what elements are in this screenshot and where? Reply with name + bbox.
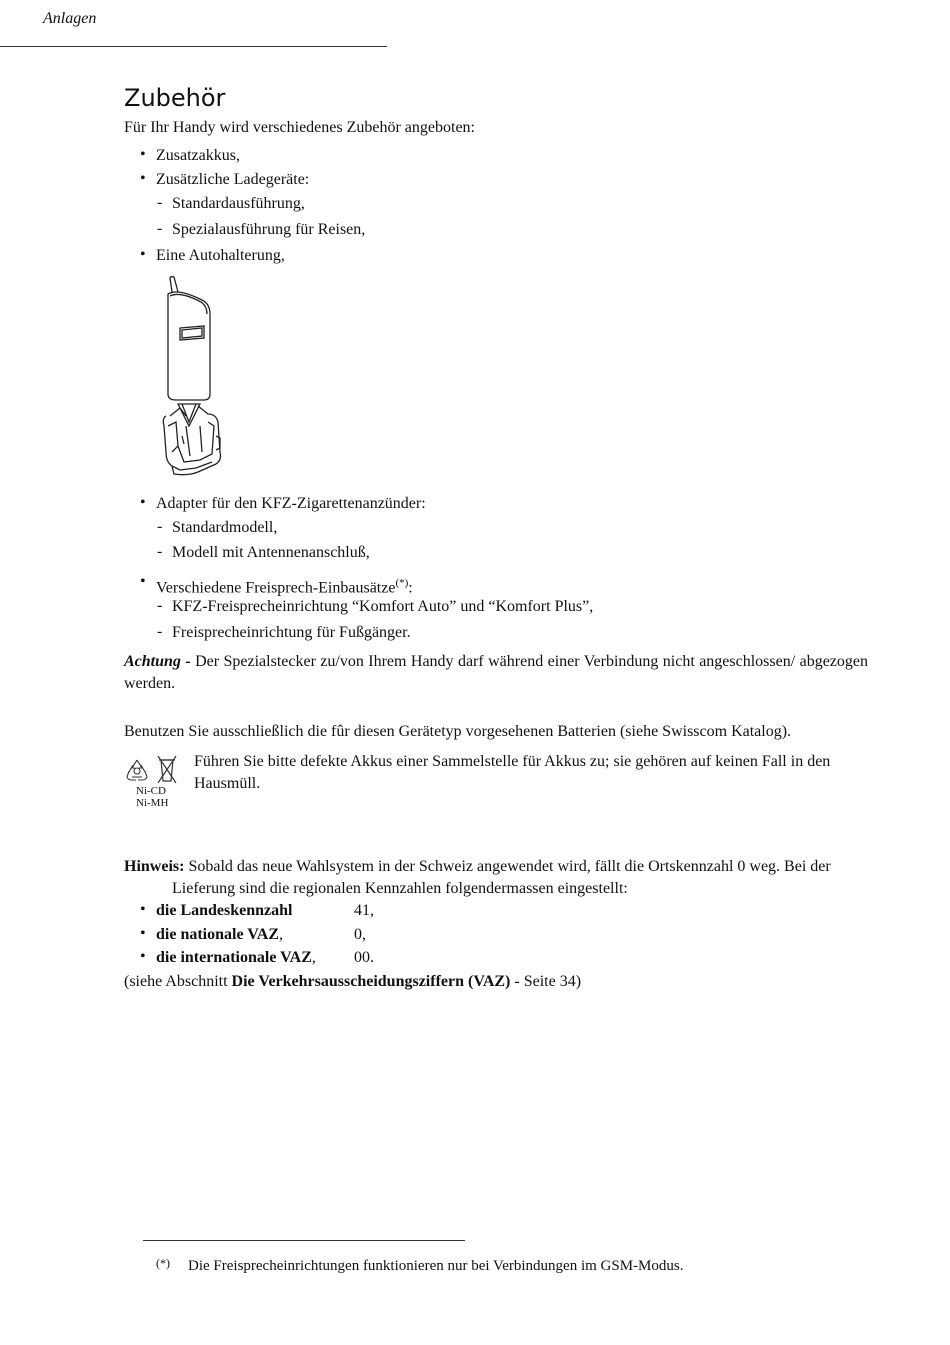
warning-paragraph [124,651,868,695]
warning-label: Achtung - [124,653,191,670]
phone-car-holder-illustration [156,276,228,478]
bullet-icon: • [140,901,146,918]
bullet-icon: • [140,494,146,511]
code-name [156,948,316,968]
warning-text: Der Spezialstecker zu/von Ihrem Handy darf während einer Verbindung nicht angeschlossen/ abgezogen werden. [124,653,869,692]
section-title: Zubehör [124,84,226,112]
bullet-icon: • [140,246,146,263]
footnote-text: Die Freisprecheinrichtungen funktionieren nur bei Verbindungen im GSM-Modus. [188,1258,684,1274]
code-name-bold: die Landeskennzahl [156,902,293,919]
disposal-text: Führen Sie bitte defekte Akkus einer Sammelstelle für Akkus zu; sie gehören auf keinen Fall in den Hausmüll. [194,753,831,792]
sub-list-item: Freisprecheinrichtung für Fußgänger. [172,624,411,641]
code-value: 0, [354,926,366,943]
header-rule [0,46,387,47]
nimh-label: Ni-MH [136,797,169,809]
list-item: Zusätzliche Ladegeräte: [156,171,310,188]
code-name [156,901,292,921]
note-line-2: Lieferung sind die regionalen Kennzahlen folgendermassen eingestellt: [172,880,628,897]
section-reference [124,972,581,992]
code-name-suffix: , [311,949,316,966]
code-name-suffix: , [279,926,283,943]
footnote-reference: (*) [395,577,409,589]
list-item: Adapter für den KFZ-Zigarettenanzünder: [156,495,426,512]
dash-icon: - [157,194,163,211]
code-value: 41, [354,902,374,919]
code-name-bold: die internationale VAZ [156,949,312,966]
note-line-1: Sobald das neue Wahlsystem in der Schweiz angewendet wird, fällt die Ortskennzahl 0 weg. Bei der [188,858,831,875]
recycle-icon [124,757,150,783]
dash-icon: - [157,220,163,237]
dash-icon: - [157,518,163,535]
code-name-bold: die nationale VAZ [156,926,279,943]
intro-text: Für Ihr Handy wird verschiedenes Zubehör angeboten: [124,119,475,136]
list-item [156,573,413,598]
note-label: Hinweis: [124,858,185,875]
sub-list-item: Standardmodell, [172,519,278,536]
footnote-marker: (*) [156,1256,170,1270]
list-item-colon: : [408,579,413,597]
dash-icon: - [157,623,163,640]
note-paragraph [124,857,831,877]
dash-icon: - [157,597,163,614]
bullet-icon: • [140,948,146,965]
footnote-rule [143,1240,465,1241]
dash-icon: - [157,543,163,560]
bullet-icon: • [140,573,146,590]
sub-list-item: KFZ-Freisprecheinrichtung “Komfort Auto” und “Komfort Plus”, [172,598,594,615]
code-value: 00. [354,949,374,966]
bullet-icon: • [140,925,146,942]
sub-list-item: Modell mit Antennenanschluß, [172,544,370,561]
nicd-label: Ni-CD [136,785,166,797]
list-item-text: Verschiedene Freisprech-Einbausätze [156,579,396,597]
battery-disposal-symbols [124,755,184,815]
sub-list-item: Spezialausführung für Reisen, [172,221,366,238]
bullet-icon: • [140,170,146,187]
battery-text: Benutzen Sie ausschließlich die fûr diesen Gerätetyp vorgesehenen Batterien (siehe Swisscom Katalog). [124,723,792,740]
crossed-bin-icon [156,755,178,785]
bullet-icon: • [140,146,146,163]
reference-section-title: Die Verkehrsausscheidungsziffern (VAZ) [231,973,511,990]
code-name [156,925,283,945]
list-item: Eine Autohalterung, [156,247,285,264]
running-header: Anlagen [43,10,97,27]
reference-prefix: (siehe Abschnitt [124,973,232,990]
list-item: Zusatzakkus, [156,147,240,164]
sub-list-item: Standardausführung, [172,195,305,212]
reference-page: - Seite 34) [510,973,582,990]
